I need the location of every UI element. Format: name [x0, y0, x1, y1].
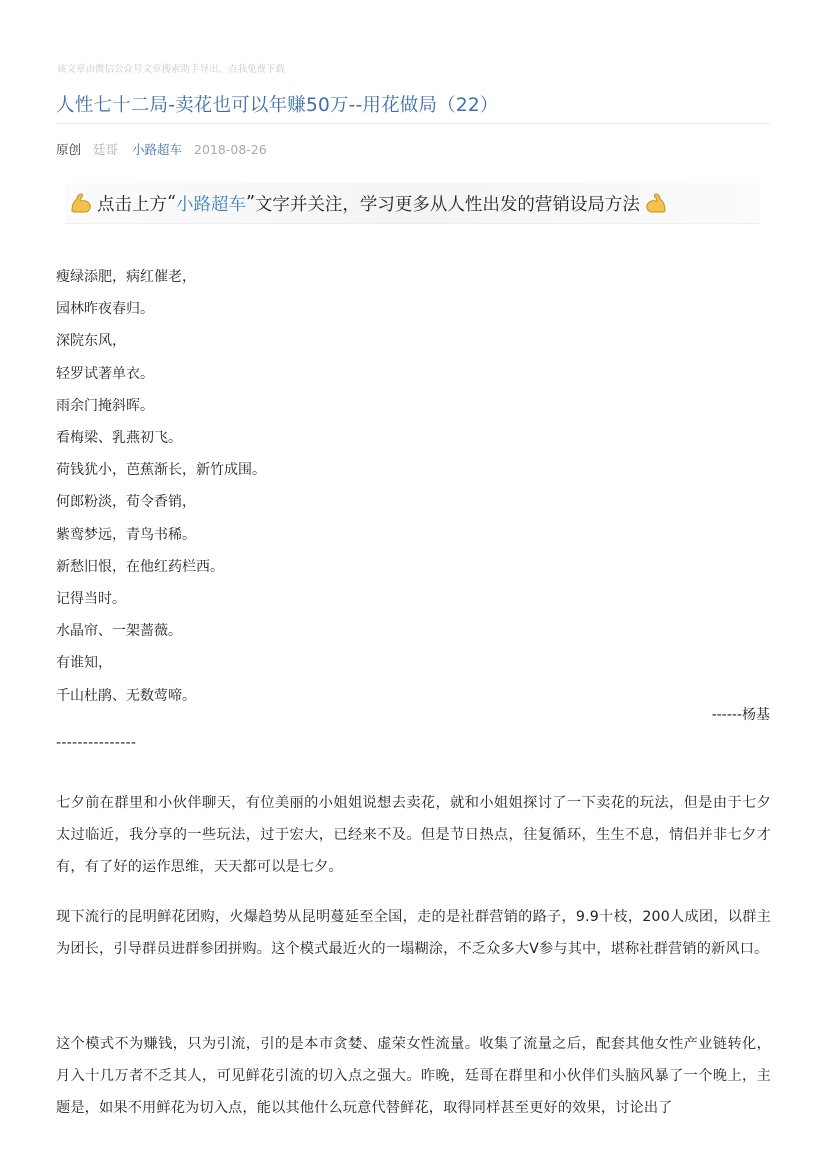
poem-line: 新愁旧恨，在他红药栏西。	[56, 558, 224, 575]
flexed-biceps-icon	[644, 191, 668, 215]
account-link[interactable]: 小路超车	[132, 142, 183, 157]
poem-line: 何郎粉淡，荀令香销，	[56, 494, 196, 511]
export-notice-link[interactable]: 该文章由微信公众号文章搜索助手导出，点我免费下载	[57, 64, 286, 75]
original-tag: 原创	[56, 142, 82, 157]
publish-date: 2018-08-26	[194, 141, 267, 157]
poem	[56, 261, 266, 712]
poem-line: 雨余门掩斜晖。	[56, 397, 154, 414]
banner-prefix: 点击上方	[97, 194, 167, 215]
poem-line: 看梅梁、乳燕初飞。	[56, 430, 182, 447]
poem-line: 园林昨夜春归。	[56, 301, 154, 318]
poem-line: 轻罗试著单衣。	[56, 365, 154, 382]
banner-open-quote: “	[167, 193, 176, 213]
poem-attribution: ------杨基	[711, 707, 770, 723]
body-paragraph: 七夕前在群里和小伙伴聊天，有位美丽的小姐姐说想去卖花，就和小姐姐探讨了一下卖花的玩法，但是由于七夕太过临近，我分享的一些玩法，过于宏大，已经来不及。但是节日热点，往复循环，生生不息，情侣并非七夕才有，有了好的运作思维，天天都可以是七夕。	[56, 795, 771, 875]
body-paragraph: 这个模式不为赚钱，只为引流，引的是本市贪婪、虚荣女性流量。收集了流量之后，配套其他女性产业链转化，月入十几万者不乏其人，可见鲜花引流的切入点之强大。昨晚，廷哥在群里和小伙伴们头脑风暴了一个晚上，主题是，如果不用鲜花为切入点，能以其他什么玩意代替鲜花，取得同样甚至更好的效果，讨论出了	[56, 1036, 771, 1116]
poem-line: 瘦绿添肥，病红催老，	[56, 269, 196, 285]
banner-close-quote: ”	[245, 193, 255, 213]
poem-line: 水晶帘、一架蔷薇。	[56, 623, 182, 640]
poem-line: 紫鸾梦远，青鸟书稀。	[56, 526, 196, 543]
banner-suffix: 文字并关注，学习更多从人性出发的营销设局方法	[254, 194, 640, 215]
poem-line: 荷钱犹小，芭蕉渐长，新竹成围。	[56, 462, 266, 479]
flexed-biceps-icon	[69, 191, 93, 215]
body-paragraph: 现下流行的昆明鲜花团购，火爆趋势从昆明蔓延至全国，走的是社群营销的路子，9.9十枝，200人成团，以群主为团长，引导群员进群参团拼购。这个模式最近火的一塌糊涂，不乏众多大V参与其中，堪称社群营销的新风口。	[56, 909, 771, 957]
banner-account-name[interactable]: 小路超车	[175, 194, 246, 215]
article-meta	[56, 140, 267, 158]
section-separator: ---------------	[56, 735, 137, 751]
title-divider	[56, 123, 770, 124]
follow-banner[interactable]	[65, 183, 760, 223]
poem-line: 记得当时。	[56, 591, 126, 608]
poem-line: 千山杜鹃、无数莺啼。	[56, 687, 196, 704]
author-name: 廷哥	[93, 142, 119, 157]
article-title: 人性七十二局-卖花也可以年赚50万--用花做局（22）	[56, 95, 499, 116]
poem-line: 深院东风，	[56, 333, 126, 350]
poem-line: 有谁知，	[56, 655, 112, 672]
